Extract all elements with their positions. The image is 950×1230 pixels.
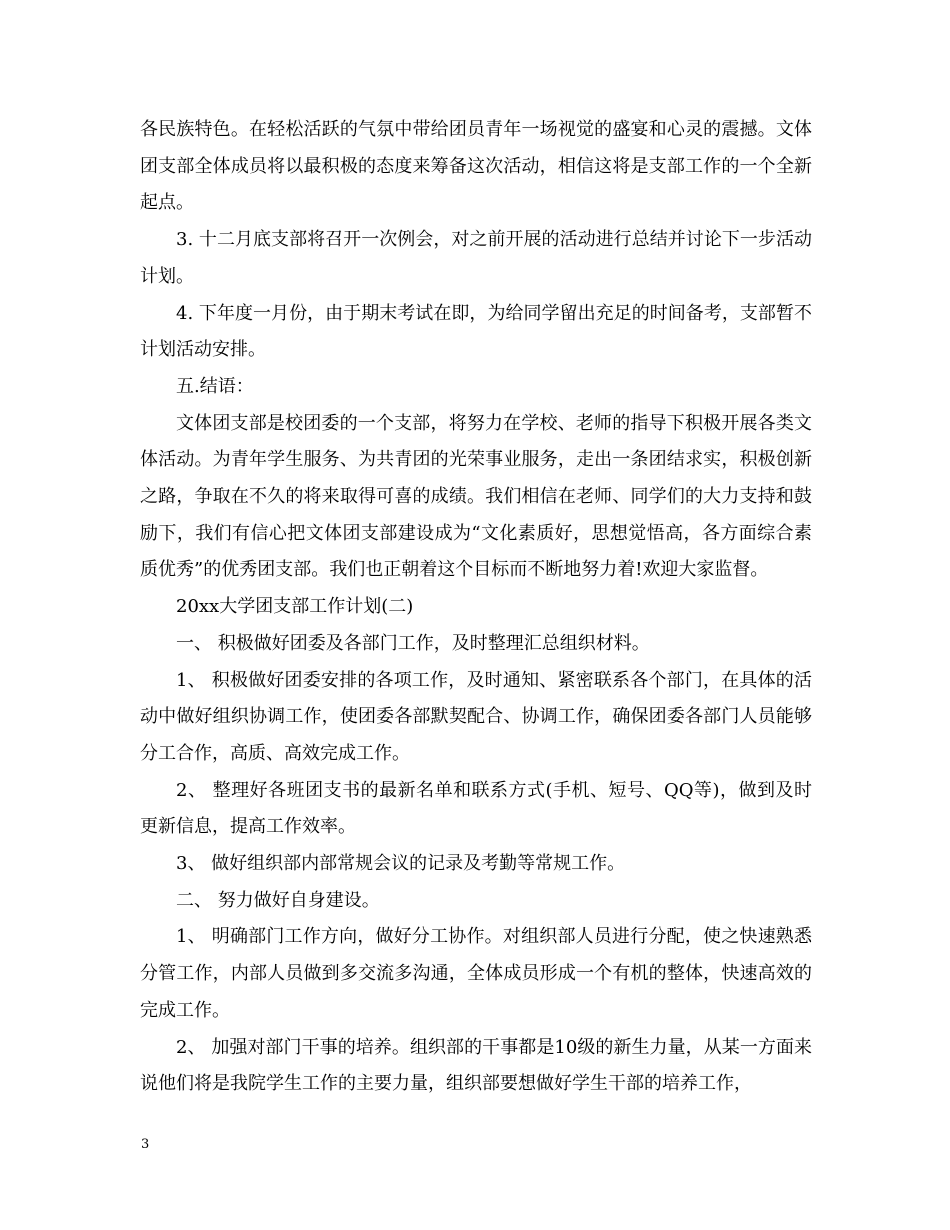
section-heading-one: 一、 积极做好团委及各部门工作，及时整理汇总组织材料。 <box>176 632 650 654</box>
document-body <box>140 112 812 1103</box>
paragraph-two-1: 1、 明确部门工作方向，做好分工协作。对组织部人员进行分配，使之快速熟悉分管工作，内部人员做到多交流多沟通，全体成员形成一个有机的整体，快速高效的完成工作。 <box>140 926 812 1021</box>
paragraph-one-3: 3、 做好组织部内部常规会议的记录及考勤等常规工作。 <box>176 853 626 875</box>
paragraph-conclusion: 文体团支部是校团委的一个支部，将努力在学校、老师的指导下积极开展各类文体活动。为青年学生服务、为共青团的光荣事业服务，走出一条团结求实，积极创新之路，争取在不久的将来取得可喜的成绩。我们相信在老师、同学们的大力支持和鼓励下，我们有信心把文体团支部建设成为“文化素质好，思想觉悟高，各方面综合素质优秀”的优秀团支部。我们也正朝着这个目标而不断地努力着!欢迎大家监督。 <box>140 412 812 581</box>
document-subtitle: 20xx大学团支部工作计划(二) <box>176 596 414 618</box>
section-heading-conclusion: 五.结语： <box>176 375 254 397</box>
paragraph-continuation: 各民族特色。在轻松活跃的气氛中带给团员青年一场视觉的盛宴和心灵的震撼。文体团支部全体成员将以最积极的态度来筹备这次活动，相信这将是支部工作的一个全新起点。 <box>140 119 812 214</box>
paragraph-one-1: 1、 积极做好团委安排的各项工作，及时通知、紧密联系各个部门，在具体的活动中做好组织协调工作，使团委各部默契配合、协调工作，确保团委各部门人员能够分工合作，高质、高效完成工作。 <box>140 669 812 764</box>
page-number: 3 <box>141 1137 150 1152</box>
paragraph-item-3: 3. 十二月底支部将召开一次例会，对之前开展的活动进行总结并讨论下一步活动计划。 <box>140 229 812 287</box>
paragraph-two-2: 2、 加强对部门干事的培养。组织部的干事都是10级的新生力量，从某一方面来说他们将是我院学生工作的主要力量，组织部要想做好学生干部的培养工作， <box>140 1036 812 1095</box>
paragraph-one-2: 2、 整理好各班团支书的最新名单和联系方式(手机、短号、QQ等)，做到及时更新信息，提高工作效率。 <box>140 779 812 838</box>
section-heading-two: 二、 努力做好自身建设。 <box>176 889 380 911</box>
paragraph-item-4: 4. 下年度一月份，由于期末考试在即，为给同学留出充足的时间备考，支部暂不计划活动安排。 <box>140 302 812 361</box>
